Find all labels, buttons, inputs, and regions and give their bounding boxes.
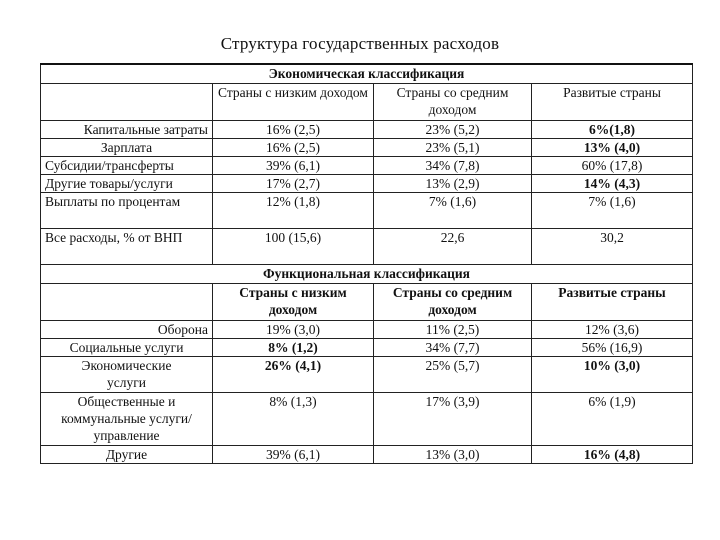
cell-developed: 6% (1,9): [532, 393, 693, 446]
section-title-functional: Функциональная классификация: [41, 265, 693, 284]
cell-low-income: 39% (6,1): [213, 446, 374, 464]
table-row: [41, 121, 693, 139]
column-header-low-income: Страны с низким доходом: [213, 284, 374, 321]
cell-middle-income: 13% (3,0): [374, 446, 532, 464]
page-title: Структура государственных расходов: [220, 34, 500, 53]
cell-low-income: 100 (15,6): [213, 229, 374, 265]
cell-developed: 10% (3,0): [532, 357, 693, 393]
row-label: Все расходы, % от ВНП: [41, 229, 213, 265]
table-row: [41, 193, 693, 229]
cell-middle-income: 7% (1,6): [374, 193, 532, 229]
row-label: Экономические услуги: [41, 357, 213, 393]
table-row: [41, 157, 693, 175]
cell-developed: 7% (1,6): [532, 193, 693, 229]
cell-developed: 56% (16,9): [532, 339, 693, 357]
row-label: Другие товары/услуги: [41, 175, 213, 193]
stub-header-cell: [41, 84, 213, 121]
cell-middle-income: 11% (2,5): [374, 321, 532, 339]
cell-developed: 6%(1,8): [532, 121, 693, 139]
cell-middle-income: 13% (2,9): [374, 175, 532, 193]
cell-middle-income: 23% (5,1): [374, 139, 532, 157]
cell-low-income: 26% (4,1): [213, 357, 374, 393]
cell-low-income: 16% (2,5): [213, 121, 374, 139]
expenditure-table: [40, 63, 693, 464]
table-row: [41, 446, 693, 464]
cell-low-income: 17% (2,7): [213, 175, 374, 193]
row-label: Другие: [41, 446, 213, 464]
table-row: [41, 357, 693, 393]
cell-middle-income: 17% (3,9): [374, 393, 532, 446]
row-label: Субсидии/трансферты: [41, 157, 213, 175]
table-row: [41, 229, 693, 265]
column-header-developed: Развитые страны: [532, 284, 693, 321]
cell-low-income: 19% (3,0): [213, 321, 374, 339]
row-label: Выплаты по процентам: [41, 193, 213, 229]
column-header-middle-income: Страны со средним доходом: [374, 284, 532, 321]
table-row: [41, 175, 693, 193]
column-header-developed: Развитые страны: [532, 84, 693, 121]
cell-developed: 13% (4,0): [532, 139, 693, 157]
table-row: [41, 321, 693, 339]
row-label: Капитальные затраты: [41, 121, 213, 139]
table-row: [41, 139, 693, 157]
row-label: Социальные услуги: [41, 339, 213, 357]
row-label: Общественные и коммунальные услуги/управление: [41, 393, 213, 446]
cell-low-income: 16% (2,5): [213, 139, 374, 157]
cell-low-income: 39% (6,1): [213, 157, 374, 175]
cell-low-income: 8% (1,3): [213, 393, 374, 446]
stub-header-cell: [41, 284, 213, 321]
cell-developed: 16% (4,8): [532, 446, 693, 464]
cell-developed: 12% (3,6): [532, 321, 693, 339]
cell-low-income: 8% (1,2): [213, 339, 374, 357]
cell-middle-income: 25% (5,7): [374, 357, 532, 393]
cell-middle-income: 23% (5,2): [374, 121, 532, 139]
cell-developed: 14% (4,3): [532, 175, 693, 193]
cell-middle-income: 34% (7,8): [374, 157, 532, 175]
column-header-low-income: Страны с низким доходом: [213, 84, 374, 121]
cell-developed: 60% (17,8): [532, 157, 693, 175]
row-label: Оборона: [41, 321, 213, 339]
cell-low-income: 12% (1,8): [213, 193, 374, 229]
cell-middle-income: 22,6: [374, 229, 532, 265]
table-row: [41, 339, 693, 357]
cell-developed: 30,2: [532, 229, 693, 265]
section-header-economic: [41, 64, 693, 84]
column-header-row-functional: [41, 284, 693, 321]
section-title-economic: Экономическая классификация: [41, 64, 693, 84]
row-label: Зарплата: [41, 139, 213, 157]
table-row: [41, 393, 693, 446]
column-header-middle-income: Страны со средним доходом: [374, 84, 532, 121]
column-header-row-economic: [41, 84, 693, 121]
cell-middle-income: 34% (7,7): [374, 339, 532, 357]
section-header-functional: [41, 265, 693, 284]
